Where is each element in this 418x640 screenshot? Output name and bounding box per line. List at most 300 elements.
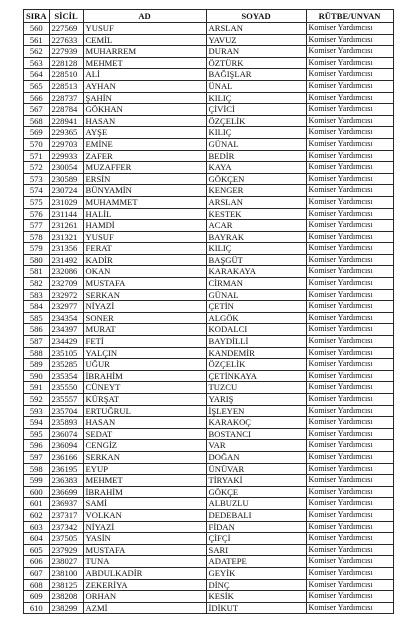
cell-sicil: 236094 xyxy=(49,440,83,452)
cell-rutbe: Komiser Yardımcısı xyxy=(306,509,393,521)
cell-sira: 570 xyxy=(24,138,50,150)
cell-sira: 592 xyxy=(24,394,50,406)
cell-soyad: ÇİFÇİ xyxy=(206,533,306,545)
table-row xyxy=(24,220,394,232)
cell-ad: SEDAT xyxy=(83,428,206,440)
cell-rutbe: Komiser Yardımcısı xyxy=(306,324,393,336)
cell-rutbe: Komiser Yardımcısı xyxy=(306,92,393,104)
table-row xyxy=(24,475,394,487)
cell-rutbe: Komiser Yardımcısı xyxy=(306,359,393,371)
cell-ad: FETİ xyxy=(83,336,206,348)
cell-ad: AYHAN xyxy=(83,80,206,92)
cell-sira: 580 xyxy=(24,254,50,266)
cell-sicil: 228510 xyxy=(49,69,83,81)
cell-sira: 568 xyxy=(24,115,50,127)
cell-soyad: FİDAN xyxy=(206,521,306,533)
cell-ad: ŞAHİN xyxy=(83,92,206,104)
cell-rutbe: Komiser Yardımcısı xyxy=(306,196,393,208)
cell-sicil: 235704 xyxy=(49,405,83,417)
cell-sicil: 230589 xyxy=(49,173,83,185)
cell-sicil: 232709 xyxy=(49,278,83,290)
cell-sicil: 238208 xyxy=(49,591,83,603)
cell-sicil: 229365 xyxy=(49,127,83,139)
cell-rutbe: Komiser Yardımcısı xyxy=(306,602,393,614)
cell-sira: 583 xyxy=(24,289,50,301)
table-row xyxy=(24,440,394,452)
cell-soyad: DOĞAN xyxy=(206,451,306,463)
cell-soyad: ALBUZLU xyxy=(206,498,306,510)
cell-ad: FERAT xyxy=(83,243,206,255)
cell-sira: 605 xyxy=(24,544,50,556)
cell-rutbe: Komiser Yardımcısı xyxy=(306,591,393,603)
cell-ad: MUSTAFA xyxy=(83,544,206,556)
cell-ad: GÖKHAN xyxy=(83,104,206,116)
cell-ad: HALİL xyxy=(83,208,206,220)
cell-soyad: DİNÇ xyxy=(206,579,306,591)
cell-sira: 589 xyxy=(24,359,50,371)
cell-sicil: 227569 xyxy=(49,23,83,35)
cell-sicil: 229933 xyxy=(49,150,83,162)
cell-soyad: KARAKOÇ xyxy=(206,417,306,429)
cell-soyad: GEYİK xyxy=(206,567,306,579)
cell-ad: MUHAMMET xyxy=(83,196,206,208)
table-row xyxy=(24,23,394,35)
cell-rutbe: Komiser Yardımcısı xyxy=(306,57,393,69)
cell-ad: EYUP xyxy=(83,463,206,475)
cell-soyad: ADATEPE xyxy=(206,556,306,568)
table-row xyxy=(24,417,394,429)
cell-sira: 600 xyxy=(24,486,50,498)
cell-sira: 571 xyxy=(24,150,50,162)
table-row xyxy=(24,509,394,521)
cell-soyad: VAR xyxy=(206,440,306,452)
cell-ad: BÜNYAMİN xyxy=(83,185,206,197)
cell-sira: 569 xyxy=(24,127,50,139)
cell-sira: 563 xyxy=(24,57,50,69)
cell-sicil: 235557 xyxy=(49,394,83,406)
cell-rutbe: Komiser Yardımcısı xyxy=(306,405,393,417)
cell-soyad: KANDEMİR xyxy=(206,347,306,359)
table-row xyxy=(24,579,394,591)
cell-sira: 599 xyxy=(24,475,50,487)
cell-sicil: 235550 xyxy=(49,382,83,394)
cell-soyad: ARSLAN xyxy=(206,196,306,208)
cell-sicil: 228737 xyxy=(49,92,83,104)
cell-rutbe: Komiser Yardımcısı xyxy=(306,382,393,394)
table-row xyxy=(24,428,394,440)
cell-sicil: 231356 xyxy=(49,243,83,255)
cell-sicil: 228941 xyxy=(49,115,83,127)
cell-rutbe: Komiser Yardımcısı xyxy=(306,544,393,556)
cell-sira: 577 xyxy=(24,220,50,232)
cell-rutbe: Komiser Yardımcısı xyxy=(306,231,393,243)
cell-soyad: KILIÇ xyxy=(206,92,306,104)
cell-sira: 562 xyxy=(24,46,50,58)
cell-rutbe: Komiser Yardımcısı xyxy=(306,498,393,510)
cell-sicil: 228513 xyxy=(49,80,83,92)
cell-sicil: 231144 xyxy=(49,208,83,220)
cell-rutbe: Komiser Yardımcısı xyxy=(306,475,393,487)
cell-sira: 567 xyxy=(24,104,50,116)
cell-rutbe: Komiser Yardımcısı xyxy=(306,173,393,185)
cell-sicil: 228784 xyxy=(49,104,83,116)
cell-soyad: BAYDİLLİ xyxy=(206,336,306,348)
cell-soyad: GÜNAL xyxy=(206,138,306,150)
table-row xyxy=(24,243,394,255)
cell-soyad: TİRYAKİ xyxy=(206,475,306,487)
cell-soyad: ÇETİNKAYA xyxy=(206,370,306,382)
cell-ad: SERKAN xyxy=(83,451,206,463)
cell-sicil: 231029 xyxy=(49,196,83,208)
cell-sira: 602 xyxy=(24,509,50,521)
cell-sicil: 235893 xyxy=(49,417,83,429)
cell-rutbe: Komiser Yardımcısı xyxy=(306,115,393,127)
table-row xyxy=(24,208,394,220)
cell-sira: 574 xyxy=(24,185,50,197)
cell-ad: YUSUF xyxy=(83,231,206,243)
cell-rutbe: Komiser Yardımcısı xyxy=(306,394,393,406)
cell-sira: 586 xyxy=(24,324,50,336)
cell-ad: AYŞE xyxy=(83,127,206,139)
cell-ad: SAMİ xyxy=(83,498,206,510)
cell-rutbe: Komiser Yardımcısı xyxy=(306,428,393,440)
cell-soyad: ÜNAL xyxy=(206,80,306,92)
cell-sicil: 229703 xyxy=(49,138,83,150)
cell-sira: 582 xyxy=(24,278,50,290)
table-row xyxy=(24,544,394,556)
cell-ad: CEMİL xyxy=(83,34,206,46)
cell-soyad: ÇETİN xyxy=(206,301,306,313)
cell-soyad: KILIÇ xyxy=(206,243,306,255)
cell-soyad: BOSTANCI xyxy=(206,428,306,440)
cell-rutbe: Komiser Yardımcısı xyxy=(306,104,393,116)
cell-sicil: 236383 xyxy=(49,475,83,487)
cell-soyad: SARI xyxy=(206,544,306,556)
cell-rutbe: Komiser Yardımcısı xyxy=(306,567,393,579)
cell-ad: İBRAHİM xyxy=(83,370,206,382)
cell-sira: 588 xyxy=(24,347,50,359)
cell-ad: UĞUR xyxy=(83,359,206,371)
cell-sira: 601 xyxy=(24,498,50,510)
cell-soyad: ÖZTÜRK xyxy=(206,57,306,69)
cell-sicil: 227939 xyxy=(49,46,83,58)
table-row xyxy=(24,57,394,69)
cell-sicil: 228128 xyxy=(49,57,83,69)
cell-rutbe: Komiser Yardımcısı xyxy=(306,80,393,92)
cell-rutbe: Komiser Yardımcısı xyxy=(306,301,393,313)
cell-sira: 560 xyxy=(24,23,50,35)
table-row xyxy=(24,150,394,162)
cell-ad: ZAFER xyxy=(83,150,206,162)
cell-soyad: DURAN xyxy=(206,46,306,58)
cell-sicil: 236195 xyxy=(49,463,83,475)
cell-soyad: ALGÖK xyxy=(206,312,306,324)
cell-ad: ERTUĞRUL xyxy=(83,405,206,417)
table-row xyxy=(24,602,394,614)
table-row xyxy=(24,231,394,243)
cell-soyad: İDİKUT xyxy=(206,602,306,614)
cell-sira: 604 xyxy=(24,533,50,545)
cell-ad: ALİ xyxy=(83,69,206,81)
cell-ad: MUSTAFA xyxy=(83,278,206,290)
cell-rutbe: Komiser Yardımcısı xyxy=(306,347,393,359)
cell-sira: 590 xyxy=(24,370,50,382)
cell-soyad: KESİK xyxy=(206,591,306,603)
cell-ad: MURAT xyxy=(83,324,206,336)
table-row xyxy=(24,347,394,359)
cell-sira: 609 xyxy=(24,591,50,603)
table-row xyxy=(24,370,394,382)
cell-ad: ABDULKADİR xyxy=(83,567,206,579)
cell-sicil: 231321 xyxy=(49,231,83,243)
cell-rutbe: Komiser Yardımcısı xyxy=(306,150,393,162)
cell-ad: İBRAHİM xyxy=(83,486,206,498)
cell-ad: ZEKERİYA xyxy=(83,579,206,591)
cell-sira: 595 xyxy=(24,428,50,440)
cell-sira: 610 xyxy=(24,602,50,614)
cell-sicil: 232977 xyxy=(49,301,83,313)
cell-ad: YUSUF xyxy=(83,23,206,35)
cell-rutbe: Komiser Yardımcısı xyxy=(306,138,393,150)
cell-ad: SERKAN xyxy=(83,289,206,301)
cell-rutbe: Komiser Yardımcısı xyxy=(306,266,393,278)
table-row xyxy=(24,254,394,266)
cell-soyad: GÜNAL xyxy=(206,289,306,301)
cell-rutbe: Komiser Yardımcısı xyxy=(306,243,393,255)
cell-rutbe: Komiser Yardımcısı xyxy=(306,254,393,266)
cell-rutbe: Komiser Yardımcısı xyxy=(306,440,393,452)
cell-sicil: 238299 xyxy=(49,602,83,614)
cell-sira: 608 xyxy=(24,579,50,591)
cell-rutbe: Komiser Yardımcısı xyxy=(306,278,393,290)
table-row xyxy=(24,567,394,579)
header-soyad: SOYAD xyxy=(206,10,306,23)
cell-rutbe: Komiser Yardımcısı xyxy=(306,312,393,324)
table-row xyxy=(24,115,394,127)
cell-ad: HAMDİ xyxy=(83,220,206,232)
cell-ad: VOLKAN xyxy=(83,509,206,521)
cell-rutbe: Komiser Yardımcısı xyxy=(306,463,393,475)
cell-soyad: KARAKAYA xyxy=(206,266,306,278)
cell-rutbe: Komiser Yardımcısı xyxy=(306,417,393,429)
cell-sicil: 235285 xyxy=(49,359,83,371)
table-row xyxy=(24,591,394,603)
cell-soyad: KILIÇ xyxy=(206,127,306,139)
table-row xyxy=(24,46,394,58)
cell-ad: ORHAN xyxy=(83,591,206,603)
cell-soyad: İŞLEYEN xyxy=(206,405,306,417)
cell-rutbe: Komiser Yardımcısı xyxy=(306,34,393,46)
cell-sicil: 237317 xyxy=(49,509,83,521)
cell-sira: 606 xyxy=(24,556,50,568)
table-row xyxy=(24,463,394,475)
personnel-table xyxy=(23,9,394,614)
cell-ad: AZMİ xyxy=(83,602,206,614)
cell-rutbe: Komiser Yardımcısı xyxy=(306,46,393,58)
cell-rutbe: Komiser Yardımcısı xyxy=(306,533,393,545)
cell-rutbe: Komiser Yardımcısı xyxy=(306,289,393,301)
cell-sira: 565 xyxy=(24,80,50,92)
cell-sira: 603 xyxy=(24,521,50,533)
cell-soyad: TUZCU xyxy=(206,382,306,394)
cell-sira: 584 xyxy=(24,301,50,313)
cell-ad: MEHMET xyxy=(83,475,206,487)
cell-ad: KÜRŞAT xyxy=(83,394,206,406)
cell-sicil: 238125 xyxy=(49,579,83,591)
cell-ad: MEHMET xyxy=(83,57,206,69)
cell-ad: HASAN xyxy=(83,417,206,429)
cell-rutbe: Komiser Yardımcısı xyxy=(306,521,393,533)
cell-soyad: BAĞIŞLAR xyxy=(206,69,306,81)
cell-sira: 573 xyxy=(24,173,50,185)
cell-sira: 578 xyxy=(24,231,50,243)
cell-sira: 561 xyxy=(24,34,50,46)
cell-sicil: 237342 xyxy=(49,521,83,533)
cell-ad: MUHARREM xyxy=(83,46,206,58)
table-row xyxy=(24,521,394,533)
cell-sicil: 238027 xyxy=(49,556,83,568)
cell-sicil: 230724 xyxy=(49,185,83,197)
cell-ad: EMİNE xyxy=(83,138,206,150)
cell-sicil: 236937 xyxy=(49,498,83,510)
table-row xyxy=(24,289,394,301)
cell-soyad: DEDEBALI xyxy=(206,509,306,521)
cell-ad: HASAN xyxy=(83,115,206,127)
table-row xyxy=(24,278,394,290)
table-row xyxy=(24,451,394,463)
table-row xyxy=(24,359,394,371)
table-header-row xyxy=(24,10,394,23)
cell-ad: YALÇIN xyxy=(83,347,206,359)
cell-ad: MUZAFFER xyxy=(83,162,206,174)
cell-soyad: BEDİR xyxy=(206,150,306,162)
cell-soyad: BAŞGÜT xyxy=(206,254,306,266)
cell-sicil: 234397 xyxy=(49,324,83,336)
cell-rutbe: Komiser Yardımcısı xyxy=(306,486,393,498)
cell-sicil: 231492 xyxy=(49,254,83,266)
cell-rutbe: Komiser Yardımcısı xyxy=(306,185,393,197)
cell-soyad: ACAR xyxy=(206,220,306,232)
cell-rutbe: Komiser Yardımcısı xyxy=(306,220,393,232)
cell-ad: KADİR xyxy=(83,254,206,266)
cell-sicil: 236699 xyxy=(49,486,83,498)
cell-sira: 587 xyxy=(24,336,50,348)
cell-sira: 598 xyxy=(24,463,50,475)
cell-soyad: KESTEK xyxy=(206,208,306,220)
table-row xyxy=(24,266,394,278)
cell-sicil: 238100 xyxy=(49,567,83,579)
table-row xyxy=(24,533,394,545)
cell-soyad: ÇİVİCİ xyxy=(206,104,306,116)
cell-rutbe: Komiser Yardımcısı xyxy=(306,162,393,174)
cell-ad: CENGİZ xyxy=(83,440,206,452)
cell-sira: 566 xyxy=(24,92,50,104)
cell-ad: CÜNEYT xyxy=(83,382,206,394)
cell-soyad: ÖZÇELİK xyxy=(206,115,306,127)
cell-soyad: ÖZÇELİK xyxy=(206,359,306,371)
table-row xyxy=(24,185,394,197)
cell-sicil: 234354 xyxy=(49,312,83,324)
cell-sira: 572 xyxy=(24,162,50,174)
table-row xyxy=(24,486,394,498)
table-row xyxy=(24,382,394,394)
cell-sicil: 232086 xyxy=(49,266,83,278)
cell-rutbe: Komiser Yardımcısı xyxy=(306,579,393,591)
header-rutbe-unvan: RÜTBE/UNVAN xyxy=(306,10,393,23)
table-row xyxy=(24,69,394,81)
cell-sicil: 230054 xyxy=(49,162,83,174)
cell-rutbe: Komiser Yardımcısı xyxy=(306,336,393,348)
cell-sicil: 234429 xyxy=(49,336,83,348)
cell-ad: ERSİN xyxy=(83,173,206,185)
table-row xyxy=(24,196,394,208)
cell-ad: SONER xyxy=(83,312,206,324)
table-row xyxy=(24,556,394,568)
cell-soyad: GÖKÇE xyxy=(206,486,306,498)
cell-sira: 564 xyxy=(24,69,50,81)
cell-rutbe: Komiser Yardımcısı xyxy=(306,23,393,35)
table-row xyxy=(24,127,394,139)
cell-sira: 597 xyxy=(24,451,50,463)
cell-sicil: 232972 xyxy=(49,289,83,301)
cell-sicil: 237505 xyxy=(49,533,83,545)
cell-rutbe: Komiser Yardımcısı xyxy=(306,556,393,568)
table-row xyxy=(24,104,394,116)
cell-sira: 581 xyxy=(24,266,50,278)
cell-sira: 585 xyxy=(24,312,50,324)
cell-soyad: YARIŞ xyxy=(206,394,306,406)
cell-sicil: 227633 xyxy=(49,34,83,46)
table-row xyxy=(24,80,394,92)
cell-ad: TUNA xyxy=(83,556,206,568)
table-row xyxy=(24,162,394,174)
cell-sicil: 236074 xyxy=(49,428,83,440)
cell-sicil: 235105 xyxy=(49,347,83,359)
cell-sira: 579 xyxy=(24,243,50,255)
table-row xyxy=(24,138,394,150)
table-row xyxy=(24,394,394,406)
header-ad: AD xyxy=(83,10,206,23)
table-row xyxy=(24,405,394,417)
cell-soyad: BAYRAK xyxy=(206,231,306,243)
cell-ad: NİYAZİ xyxy=(83,521,206,533)
table-row xyxy=(24,312,394,324)
cell-sicil: 236166 xyxy=(49,451,83,463)
cell-sicil: 237929 xyxy=(49,544,83,556)
cell-rutbe: Komiser Yardımcısı xyxy=(306,370,393,382)
header-sicil: SİCİL xyxy=(49,10,83,23)
cell-sira: 576 xyxy=(24,208,50,220)
cell-soyad: CİRMAN xyxy=(206,278,306,290)
cell-ad: YASİN xyxy=(83,533,206,545)
table-row xyxy=(24,324,394,336)
table-row xyxy=(24,498,394,510)
cell-soyad: ÜNÜVAR xyxy=(206,463,306,475)
table-body xyxy=(24,23,394,614)
table-row xyxy=(24,173,394,185)
cell-sira: 591 xyxy=(24,382,50,394)
table-row xyxy=(24,34,394,46)
cell-rutbe: Komiser Yardımcısı xyxy=(306,127,393,139)
cell-sira: 575 xyxy=(24,196,50,208)
cell-sicil: 235354 xyxy=(49,370,83,382)
cell-sira: 594 xyxy=(24,417,50,429)
cell-soyad: KAYA xyxy=(206,162,306,174)
cell-soyad: YAVUZ xyxy=(206,34,306,46)
cell-sicil: 231261 xyxy=(49,220,83,232)
cell-rutbe: Komiser Yardımcısı xyxy=(306,208,393,220)
cell-rutbe: Komiser Yardımcısı xyxy=(306,69,393,81)
